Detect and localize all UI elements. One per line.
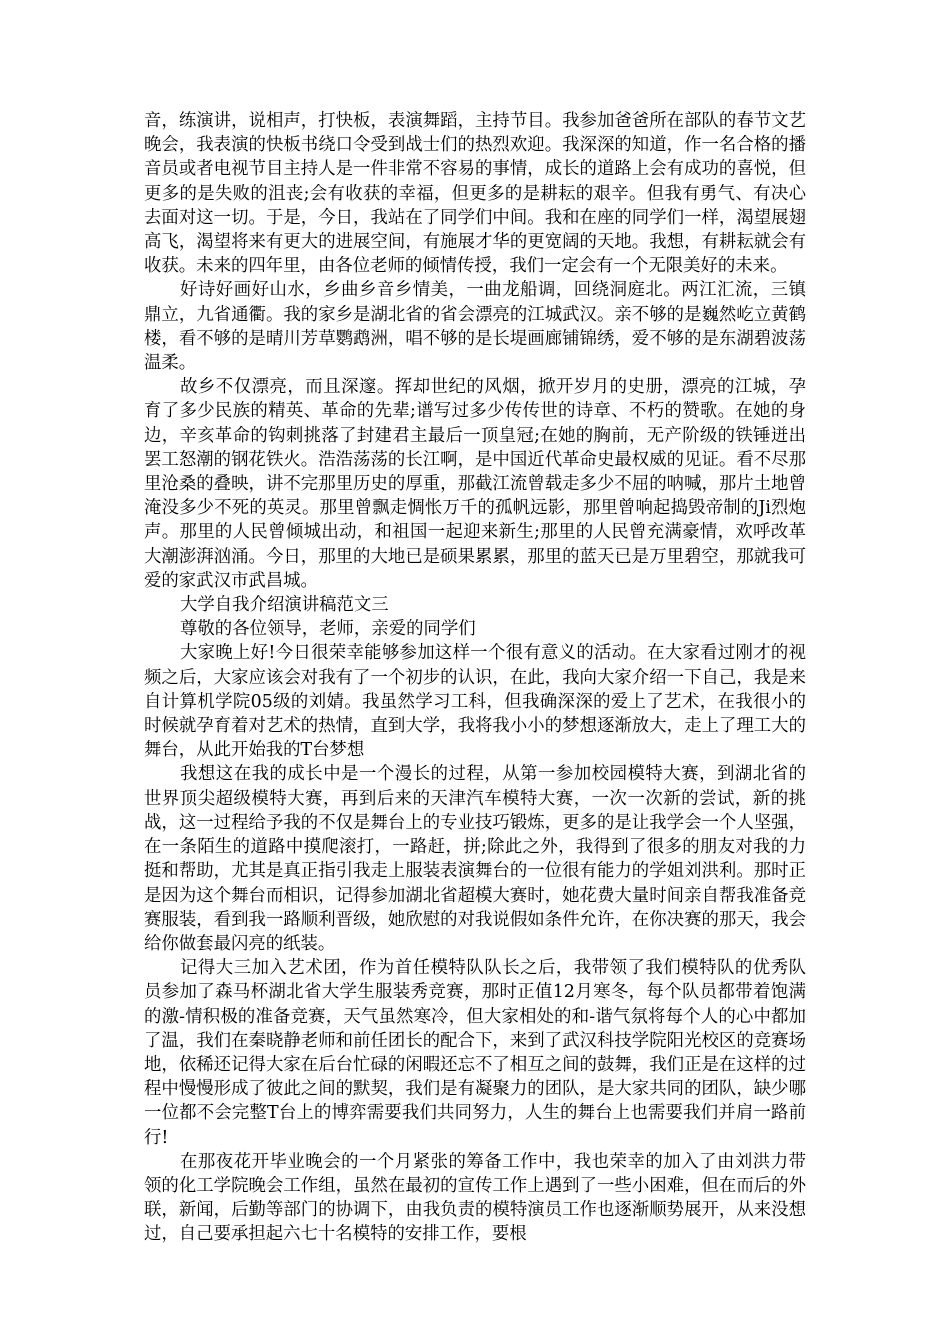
paragraph-1: 音，练演讲，说相声，打快板，表演舞蹈，主持节目。我参加爸爸所在部队的春节文艺晚会，我表演的快板书绕口令受到战士们的热烈欢迎。我深深的知道，作一名合格的播音员或者电视节目主持人是一件非常不容易的事情，成长的道路上会有成功的喜悦，但更多的是失败的沮丧;会有收获的幸福，但更多的是耕耘的艰辛。但我有勇气、有决心去面对这一切。于是，今日，我站在了同学们中间。我和在座的同学们一样，渴望展翅高飞，渴望将来有更大的进展空间，有施展才华的更宽阔的天地。我想，有耕耘就会有收获。未来的四年里，由各位老师的倾情传授，我们一定会有一个无限美好的未来。	[144, 111, 806, 277]
paragraph-3: 故乡不仅漂亮，而且深邃。挥却世纪的风烟，掀开岁月的史册，漂亮的江城，孕育了多少民族的精英、革命的先辈;谱写过多少传传世的诗章、不朽的赞歌。在她的身边，辛亥革命的钩刺挑落了封建君主最后一顶皇冠;在她的胸前，无产阶级的铁锤迸出罢工怒潮的钢花铁火。浩浩荡荡的长江啊，是中国近代革命史最权威的见证。看不尽那里沧桑的叠映，讲不完那里历史的厚重，那截江流曾载走多少不屈的呐喊，那片土地曾淹没多少不死的英灵。那里曾飘走惆怅万千的孤帆远影，那里曾响起捣毁帝制的Ji烈炮声。那里的人民曾倾城出动，和祖国一起迎来新生;那里的人民曾充满豪情，欢呼改革大潮澎湃汹涌。今日，那里的大地已是硕果累累，那里的蓝天已是万里碧空，那就我可爱的家武汉市武昌城。	[144, 377, 806, 591]
paragraph-7: 我想这在我的成长中是一个漫长的过程，从第一参加校园模特大赛，到湖北省的世界顶尖超级模特大赛，再到后来的天津汽车模特大赛，一次一次新的尝试，新的挑战，这一过程给予我的不仅是舞台上的专业技巧锻炼，更多的是让我学会一个人坚强，在一条陌生的道路中摸爬滚打，一路赶，拼;除此之外，我得到了很多的朋友对我的力挺和帮助，尤其是真正指引我走上服装表演舞台的一位很有能力的学姐刘洪利。那时正是因为这个舞台而相识，记得参加湖北省超模大赛时，她花费大量时间亲自帮我准备竞赛服装，看到我一路顺利晋级，她欣慰的对我说假如条件允许，在你决赛的那天，我会给你做套最闪亮的纸装。	[144, 764, 806, 954]
paragraph-9: 在那夜花开毕业晚会的一个月紧张的筹备工作中，我也荣幸的加入了由刘洪力带领的化工学院晚会工作组，虽然在最初的宣传工作上遇到了一些小困难，但在而后的外联，新闻，后勤等部门的协调下，由我负责的模特演员工作也逐渐顺势展开，从来没想过，自己要承担起六七十名模特的安排工作，要根	[144, 1151, 806, 1245]
section-heading: 大学自我介绍演讲稿范文三	[180, 595, 389, 616]
salutation: 尊敬的各位领导，老师，亲爱的同学们	[180, 619, 476, 640]
document-page	[144, 109, 806, 1247]
paragraph-8: 记得大三加入艺术团，作为首任模特队队长之后，我带领了我们模特队的优秀队员参加了森马杯湖北省大学生服装秀竞赛，那时正值12月寒冬，每个队员都带着饱满的激-情积极的准备竞赛，天气虽然寒冷，但大家相处的和-谐气氛将每个人的心中都加了温，我们在秦晓静老师和前任团长的配合下，来到了武汉科技学院阳光校区的竞赛场地，依稀还记得大家在后台忙碌的闲暇还忘不了相互之间的鼓舞，我们正是在这样的过程中慢慢形成了彼此之间的默契，我们是有凝聚力的团队，是大家共同的团队，缺少哪一位都不会完整T台上的博弈需要我们共同努力，人生的舞台上也需要我们并肩一路前行!	[144, 958, 806, 1148]
paragraph-6: 大家晚上好!今日很荣幸能够参加这样一个很有意义的活动。在大家看过刚才的视频之后，大家应该会对我有了一个初步的认识，在此，我向大家介绍一下自己，我是来自计算机学院05级的刘婧。我虽然学习工科，但我确深深的爱上了艺术，在我很小的时候就孕育着对艺术的热情，直到大学，我将我小小的梦想逐渐放大，走上了理工大的舞台，从此开始我的T台梦想	[144, 643, 806, 761]
paragraph-2: 好诗好画好山水，乡曲乡音乡情美，一曲龙船调，回绕洞庭北。两江汇流，三镇鼎立，九省通衢。我的家乡是湖北省的省会漂亮的江城武汉。亲不够的是巍然屹立黄鹤楼，看不够的是晴川芳草鹦鹉洲，唱不够的是长堤画廊铺锦绣，爱不够的是东湖碧波荡温柔。	[144, 280, 806, 374]
